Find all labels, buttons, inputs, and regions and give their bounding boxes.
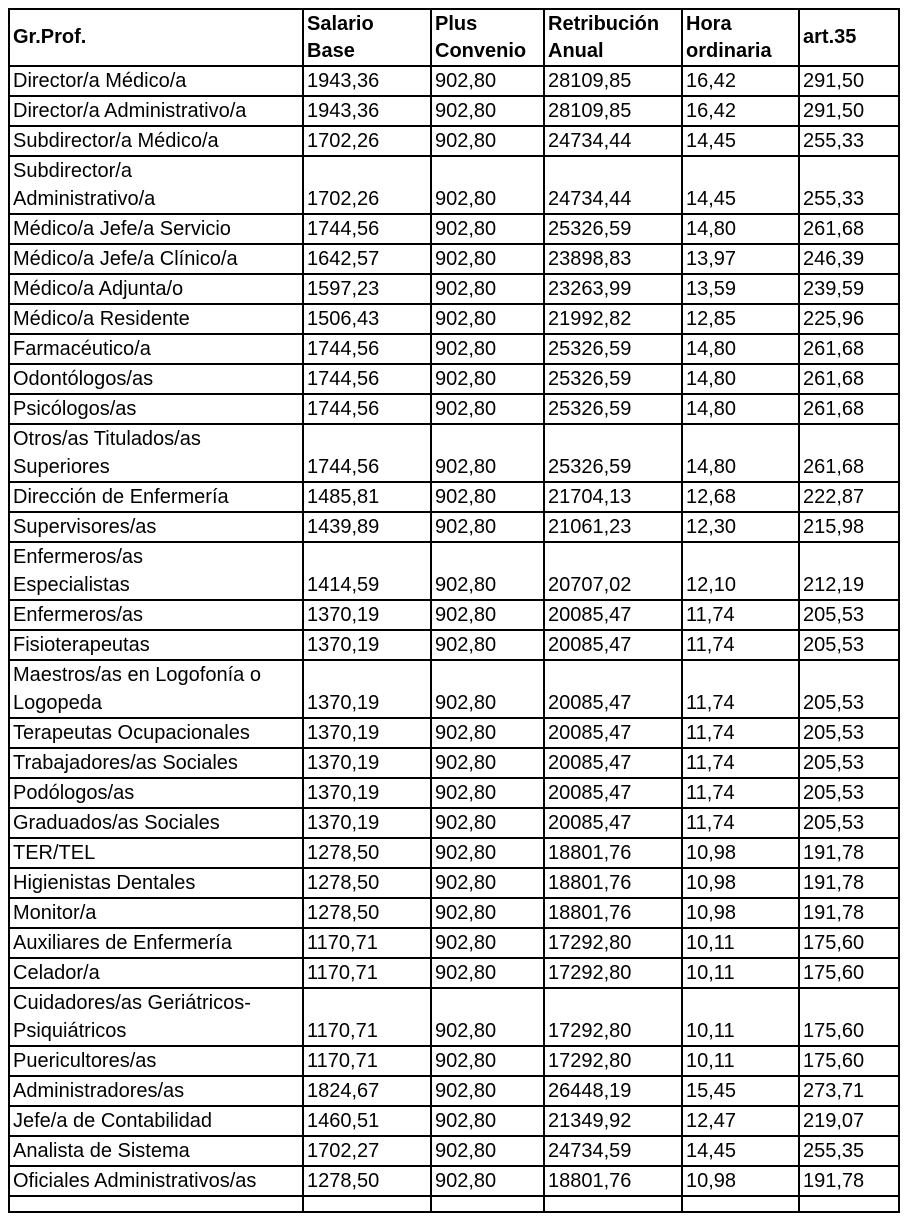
table-row <box>9 334 899 364</box>
profession-cell: Analista de Sistema <box>9 1136 303 1166</box>
value-cell: 1744,56 <box>303 364 431 394</box>
value-cell: 1278,50 <box>303 838 431 868</box>
value-cell: 10,98 <box>682 898 799 928</box>
table-row <box>9 600 899 630</box>
value-cell: 13,97 <box>682 244 799 274</box>
value-cell: 18801,76 <box>544 1166 682 1196</box>
value-cell: 25326,59 <box>544 334 682 364</box>
value-cell: 13,59 <box>682 274 799 304</box>
value-cell: 205,53 <box>799 630 899 660</box>
value-cell: 902,80 <box>431 808 544 838</box>
value-cell: 17292,80 <box>544 1046 682 1076</box>
profession-cell: Médico/a Residente <box>9 304 303 334</box>
value-cell: 225,96 <box>799 304 899 334</box>
value-cell: 191,78 <box>799 898 899 928</box>
table-row <box>9 542 899 600</box>
value-cell: 902,80 <box>431 482 544 512</box>
profession-cell: Médico/a Jefe/a Clínico/a <box>9 244 303 274</box>
value-cell: 902,80 <box>431 600 544 630</box>
value-cell: 14,45 <box>682 126 799 156</box>
profession-cell: Médico/a Adjunta/o <box>9 274 303 304</box>
value-cell: 902,80 <box>431 66 544 96</box>
value-cell: 1744,56 <box>303 424 431 482</box>
table-cutoff <box>9 1196 899 1212</box>
value-cell: 902,80 <box>431 778 544 808</box>
profession-cell: Supervisores/as <box>9 512 303 542</box>
value-cell: 175,60 <box>799 928 899 958</box>
header-plus-convenio: Plus Convenio <box>431 9 544 66</box>
value-cell: 20085,47 <box>544 660 682 718</box>
value-cell: 20085,47 <box>544 718 682 748</box>
table-row <box>9 630 899 660</box>
profession-cell: Terapeutas Ocupacionales <box>9 718 303 748</box>
profession-cell: Director/a Médico/a <box>9 66 303 96</box>
value-cell: 205,53 <box>799 600 899 630</box>
value-cell: 25326,59 <box>544 394 682 424</box>
table-row <box>9 808 899 838</box>
value-cell: 1414,59 <box>303 542 431 600</box>
profession-cell: Farmacéutico/a <box>9 334 303 364</box>
value-cell: 205,53 <box>799 660 899 718</box>
table-row <box>9 1166 899 1196</box>
value-cell: 246,39 <box>799 244 899 274</box>
profession-cell: Monitor/a <box>9 898 303 928</box>
value-cell: 191,78 <box>799 838 899 868</box>
profession-cell: Maestros/as en Logofonía o Logopeda <box>9 660 303 718</box>
table-row <box>9 1046 899 1076</box>
value-cell: 24734,59 <box>544 1136 682 1166</box>
table-row <box>9 66 899 96</box>
value-cell: 1702,26 <box>303 126 431 156</box>
value-cell: 25326,59 <box>544 214 682 244</box>
value-cell: 1370,19 <box>303 718 431 748</box>
value-cell: 12,30 <box>682 512 799 542</box>
value-cell: 261,68 <box>799 334 899 364</box>
header-hora-ordinaria: Hora ordinaria <box>682 9 799 66</box>
value-cell: 26448,19 <box>544 1076 682 1106</box>
value-cell: 16,42 <box>682 96 799 126</box>
value-cell: 902,80 <box>431 1166 544 1196</box>
value-cell: 11,74 <box>682 748 799 778</box>
value-cell: 14,80 <box>682 214 799 244</box>
value-cell: 1370,19 <box>303 600 431 630</box>
value-cell: 291,50 <box>799 96 899 126</box>
table-row <box>9 512 899 542</box>
profession-cell: Celador/a <box>9 958 303 988</box>
table-row <box>9 748 899 778</box>
cutoff-cell <box>9 1196 303 1212</box>
value-cell: 12,10 <box>682 542 799 600</box>
value-cell: 175,60 <box>799 958 899 988</box>
value-cell: 902,80 <box>431 1106 544 1136</box>
table-row <box>9 394 899 424</box>
header-art-35: art.35 <box>799 9 899 66</box>
table-row <box>9 778 899 808</box>
value-cell: 1744,56 <box>303 334 431 364</box>
table-header <box>9 9 899 66</box>
header-gr-prof: Gr.Prof. <box>9 9 303 66</box>
value-cell: 1370,19 <box>303 748 431 778</box>
value-cell: 21704,13 <box>544 482 682 512</box>
value-cell: 902,80 <box>431 364 544 394</box>
value-cell: 12,47 <box>682 1106 799 1136</box>
value-cell: 20085,47 <box>544 778 682 808</box>
value-cell: 1597,23 <box>303 274 431 304</box>
value-cell: 219,07 <box>799 1106 899 1136</box>
value-cell: 24734,44 <box>544 126 682 156</box>
value-cell: 261,68 <box>799 424 899 482</box>
value-cell: 1370,19 <box>303 808 431 838</box>
table-row <box>9 274 899 304</box>
cutoff-cell <box>303 1196 431 1212</box>
value-cell: 1943,36 <box>303 66 431 96</box>
profession-cell: Podólogos/as <box>9 778 303 808</box>
value-cell: 12,85 <box>682 304 799 334</box>
value-cell: 15,45 <box>682 1076 799 1106</box>
value-cell: 11,74 <box>682 778 799 808</box>
value-cell: 1439,89 <box>303 512 431 542</box>
value-cell: 902,80 <box>431 928 544 958</box>
value-cell: 23898,83 <box>544 244 682 274</box>
value-cell: 902,80 <box>431 214 544 244</box>
value-cell: 1642,57 <box>303 244 431 274</box>
value-cell: 1824,67 <box>303 1076 431 1106</box>
value-cell: 18801,76 <box>544 838 682 868</box>
value-cell: 10,11 <box>682 988 799 1046</box>
value-cell: 261,68 <box>799 214 899 244</box>
cutoff-cell <box>431 1196 544 1212</box>
value-cell: 20085,47 <box>544 748 682 778</box>
value-cell: 902,80 <box>431 334 544 364</box>
value-cell: 215,98 <box>799 512 899 542</box>
value-cell: 14,80 <box>682 424 799 482</box>
table-row <box>9 244 899 274</box>
profession-cell: Fisioterapeutas <box>9 630 303 660</box>
value-cell: 902,80 <box>431 748 544 778</box>
value-cell: 1170,71 <box>303 1046 431 1076</box>
table-row <box>9 304 899 334</box>
table-row <box>9 660 899 718</box>
value-cell: 24734,44 <box>544 156 682 214</box>
table-row <box>9 214 899 244</box>
value-cell: 11,74 <box>682 660 799 718</box>
value-cell: 21061,23 <box>544 512 682 542</box>
value-cell: 1506,43 <box>303 304 431 334</box>
value-cell: 20707,02 <box>544 542 682 600</box>
value-cell: 14,80 <box>682 334 799 364</box>
value-cell: 902,80 <box>431 898 544 928</box>
profession-cell: Graduados/as Sociales <box>9 808 303 838</box>
value-cell: 10,98 <box>682 1166 799 1196</box>
value-cell: 902,80 <box>431 304 544 334</box>
value-cell: 902,80 <box>431 424 544 482</box>
value-cell: 1278,50 <box>303 1166 431 1196</box>
value-cell: 175,60 <box>799 988 899 1046</box>
salary-table <box>8 8 900 1213</box>
value-cell: 1278,50 <box>303 898 431 928</box>
value-cell: 14,80 <box>682 364 799 394</box>
value-cell: 14,80 <box>682 394 799 424</box>
profession-cell: Administradores/as <box>9 1076 303 1106</box>
profession-cell: Auxiliares de Enfermería <box>9 928 303 958</box>
value-cell: 261,68 <box>799 394 899 424</box>
value-cell: 17292,80 <box>544 928 682 958</box>
value-cell: 28109,85 <box>544 96 682 126</box>
value-cell: 273,71 <box>799 1076 899 1106</box>
value-cell: 222,87 <box>799 482 899 512</box>
table-row <box>9 928 899 958</box>
value-cell: 902,80 <box>431 1076 544 1106</box>
value-cell: 25326,59 <box>544 424 682 482</box>
value-cell: 28109,85 <box>544 66 682 96</box>
cutoff-row <box>9 1196 899 1212</box>
value-cell: 14,45 <box>682 1136 799 1166</box>
value-cell: 255,33 <box>799 126 899 156</box>
table-row <box>9 126 899 156</box>
profession-cell: Enfermeros/as Especialistas <box>9 542 303 600</box>
value-cell: 10,98 <box>682 838 799 868</box>
value-cell: 1370,19 <box>303 778 431 808</box>
value-cell: 20085,47 <box>544 630 682 660</box>
value-cell: 11,74 <box>682 630 799 660</box>
value-cell: 23263,99 <box>544 274 682 304</box>
profession-cell: Subdirector/a Médico/a <box>9 126 303 156</box>
value-cell: 21349,92 <box>544 1106 682 1136</box>
profession-cell: Otros/as Titulados/as Superiores <box>9 424 303 482</box>
value-cell: 902,80 <box>431 156 544 214</box>
value-cell: 902,80 <box>431 274 544 304</box>
value-cell: 1744,56 <box>303 394 431 424</box>
value-cell: 239,59 <box>799 274 899 304</box>
value-cell: 12,68 <box>682 482 799 512</box>
value-cell: 20085,47 <box>544 600 682 630</box>
profession-cell: Jefe/a de Contabilidad <box>9 1106 303 1136</box>
value-cell: 18801,76 <box>544 898 682 928</box>
value-cell: 1460,51 <box>303 1106 431 1136</box>
value-cell: 191,78 <box>799 868 899 898</box>
table-row <box>9 1136 899 1166</box>
value-cell: 1943,36 <box>303 96 431 126</box>
value-cell: 205,53 <box>799 778 899 808</box>
profession-cell: Trabajadores/as Sociales <box>9 748 303 778</box>
value-cell: 902,80 <box>431 958 544 988</box>
value-cell: 255,35 <box>799 1136 899 1166</box>
value-cell: 11,74 <box>682 718 799 748</box>
table-row <box>9 96 899 126</box>
value-cell: 21992,82 <box>544 304 682 334</box>
profession-cell: Psicólogos/as <box>9 394 303 424</box>
value-cell: 11,74 <box>682 600 799 630</box>
value-cell: 1370,19 <box>303 660 431 718</box>
value-cell: 10,11 <box>682 958 799 988</box>
value-cell: 16,42 <box>682 66 799 96</box>
cutoff-cell <box>682 1196 799 1212</box>
cutoff-cell <box>544 1196 682 1212</box>
profession-cell: Higienistas Dentales <box>9 868 303 898</box>
value-cell: 1702,27 <box>303 1136 431 1166</box>
value-cell: 18801,76 <box>544 868 682 898</box>
value-cell: 902,80 <box>431 542 544 600</box>
table-row <box>9 988 899 1046</box>
value-cell: 175,60 <box>799 1046 899 1076</box>
value-cell: 902,80 <box>431 988 544 1046</box>
value-cell: 1702,26 <box>303 156 431 214</box>
value-cell: 902,80 <box>431 838 544 868</box>
header-row <box>9 9 899 66</box>
value-cell: 17292,80 <box>544 988 682 1046</box>
value-cell: 20085,47 <box>544 808 682 838</box>
value-cell: 1170,71 <box>303 958 431 988</box>
value-cell: 191,78 <box>799 1166 899 1196</box>
table-row <box>9 482 899 512</box>
table-row <box>9 898 899 928</box>
value-cell: 261,68 <box>799 364 899 394</box>
table-row <box>9 364 899 394</box>
value-cell: 10,98 <box>682 868 799 898</box>
profession-cell: Cuidadores/as Geriátricos- Psiquiátricos <box>9 988 303 1046</box>
value-cell: 205,53 <box>799 808 899 838</box>
value-cell: 10,11 <box>682 1046 799 1076</box>
value-cell: 205,53 <box>799 748 899 778</box>
value-cell: 14,45 <box>682 156 799 214</box>
value-cell: 902,80 <box>431 660 544 718</box>
profession-cell: Oficiales Administrativos/as <box>9 1166 303 1196</box>
table-row <box>9 838 899 868</box>
profession-cell: Médico/a Jefe/a Servicio <box>9 214 303 244</box>
value-cell: 902,80 <box>431 1046 544 1076</box>
profession-cell: Director/a Administrativo/a <box>9 96 303 126</box>
value-cell: 1485,81 <box>303 482 431 512</box>
profession-cell: Enfermeros/as <box>9 600 303 630</box>
table-row <box>9 958 899 988</box>
value-cell: 1370,19 <box>303 630 431 660</box>
profession-cell: Puericultores/as <box>9 1046 303 1076</box>
table-row <box>9 868 899 898</box>
table-row <box>9 156 899 214</box>
value-cell: 11,74 <box>682 808 799 838</box>
cutoff-cell <box>799 1196 899 1212</box>
value-cell: 1744,56 <box>303 214 431 244</box>
value-cell: 902,80 <box>431 1136 544 1166</box>
value-cell: 255,33 <box>799 156 899 214</box>
value-cell: 902,80 <box>431 718 544 748</box>
value-cell: 10,11 <box>682 928 799 958</box>
header-salario-base: Salario Base <box>303 9 431 66</box>
table-row <box>9 1106 899 1136</box>
profession-cell: TER/TEL <box>9 838 303 868</box>
value-cell: 902,80 <box>431 630 544 660</box>
value-cell: 1170,71 <box>303 928 431 958</box>
value-cell: 902,80 <box>431 868 544 898</box>
header-retribucion-anual: Retribución Anual <box>544 9 682 66</box>
value-cell: 902,80 <box>431 126 544 156</box>
value-cell: 1170,71 <box>303 988 431 1046</box>
table-row <box>9 718 899 748</box>
value-cell: 25326,59 <box>544 364 682 394</box>
table-row <box>9 1076 899 1106</box>
value-cell: 1278,50 <box>303 868 431 898</box>
value-cell: 902,80 <box>431 244 544 274</box>
profession-cell: Subdirector/a Administrativo/a <box>9 156 303 214</box>
table-body <box>9 66 899 1196</box>
value-cell: 17292,80 <box>544 958 682 988</box>
value-cell: 902,80 <box>431 512 544 542</box>
value-cell: 902,80 <box>431 96 544 126</box>
profession-cell: Odontólogos/as <box>9 364 303 394</box>
value-cell: 291,50 <box>799 66 899 96</box>
value-cell: 902,80 <box>431 394 544 424</box>
table-row <box>9 424 899 482</box>
value-cell: 212,19 <box>799 542 899 600</box>
value-cell: 205,53 <box>799 718 899 748</box>
profession-cell: Dirección de Enfermería <box>9 482 303 512</box>
